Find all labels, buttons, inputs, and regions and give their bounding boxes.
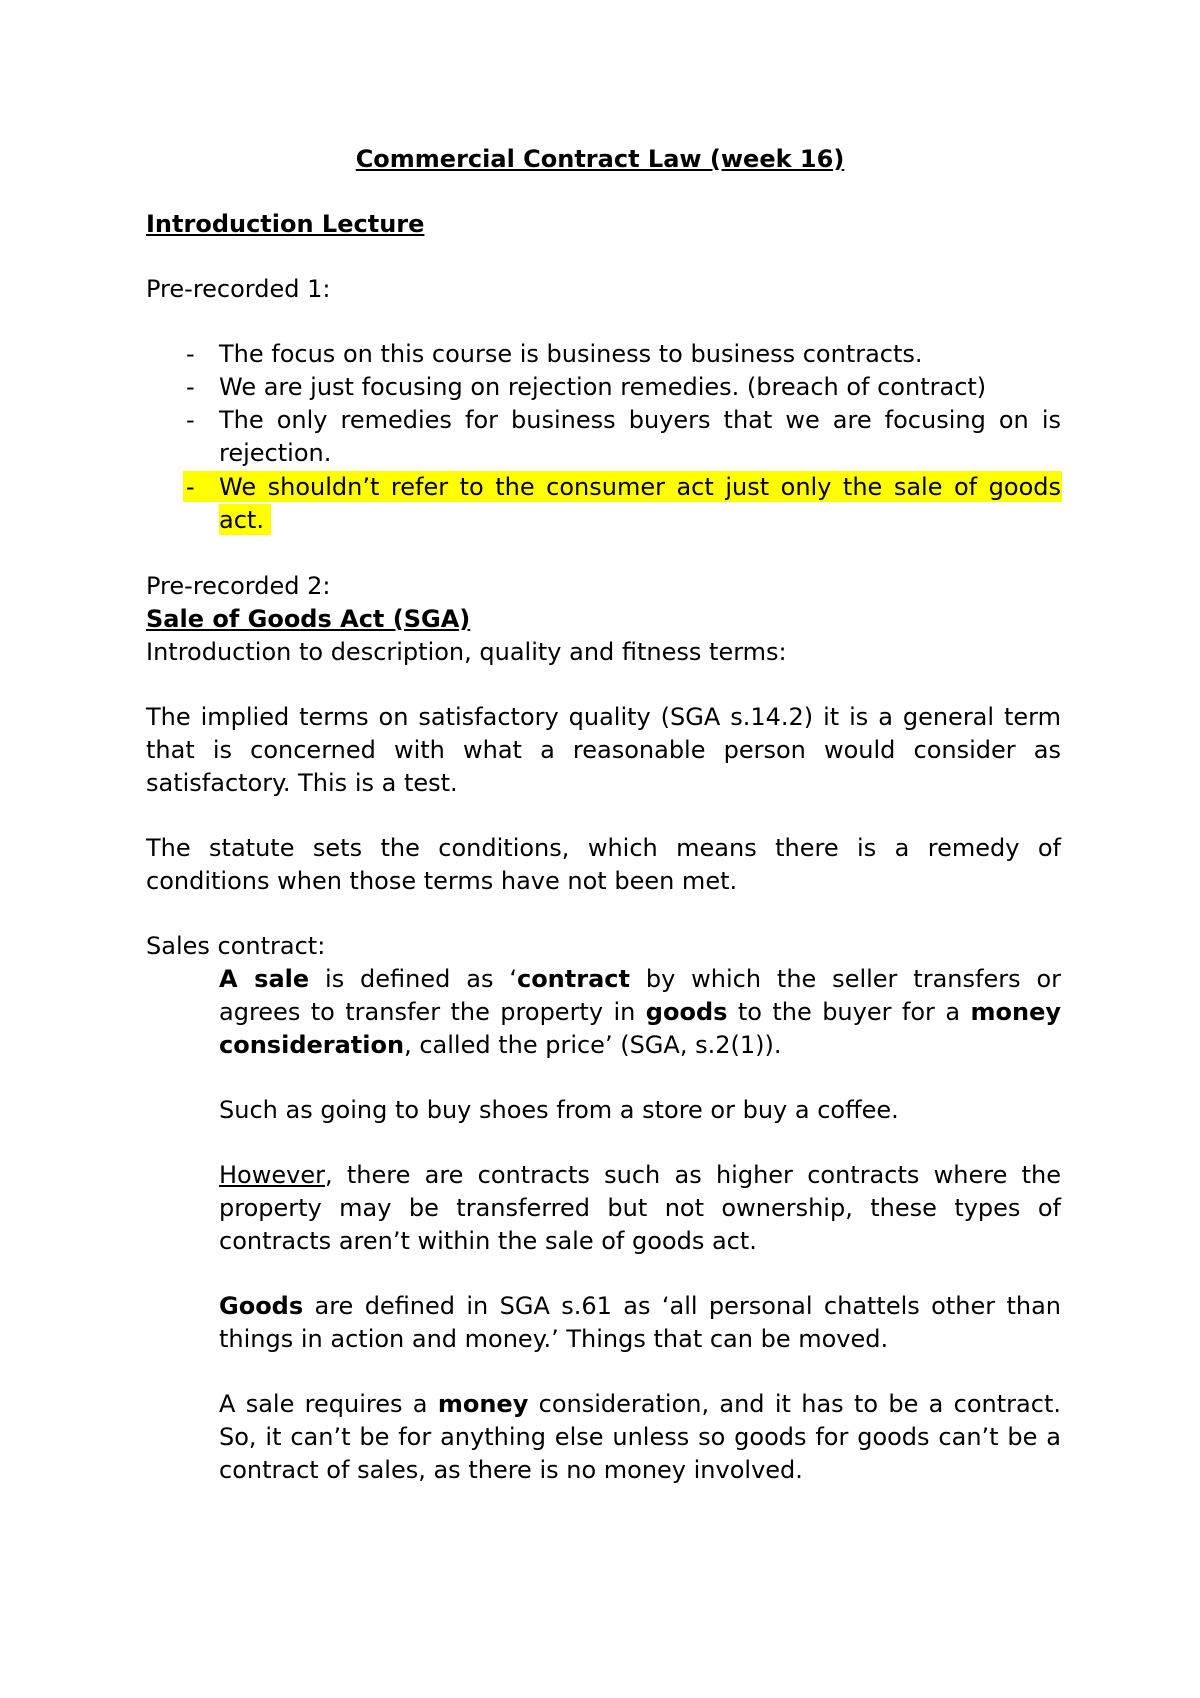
however-underlined: However (219, 1161, 325, 1189)
money-line: A sale requires a money consideration, and it has to be a contract. (219, 1390, 1061, 1418)
example-line: Such as going to buy shoes from a store or buy a coffee. (219, 1096, 899, 1124)
term-sale: A sale (219, 965, 310, 993)
term-money-requirement: money (437, 1390, 529, 1418)
term-goods-defined: Goods (219, 1292, 304, 1320)
bullet-marker: - (186, 373, 195, 401)
paragraph-line: that is concerned with what a reasonable person would consider as (146, 736, 1061, 764)
section-heading: Introduction Lecture (146, 210, 425, 238)
definition-line: agrees to transfer the property in goods to the buyer for a money (219, 998, 1062, 1026)
paragraph-line: The statute sets the conditions, which means there is a remedy of (146, 834, 1061, 862)
prerecorded-2-label: Pre-recorded 2: (146, 572, 331, 600)
bullet-item: We are just focusing on rejection remedies. (breach of contract) (219, 373, 987, 401)
definition-line: consideration, called the price’ (SGA, s.2(1)). (219, 1031, 782, 1059)
bullet-item-highlighted-continuation: act. (219, 506, 264, 534)
bullet-item: The focus on this course is business to business contracts. (219, 340, 923, 368)
however-line: property may be transferred but not ownership, these types of (219, 1194, 1061, 1222)
definition-line: A sale is defined as ‘contract by which the seller transfers or (219, 965, 1061, 993)
money-line: contract of sales, as there is no money involved. (219, 1456, 803, 1484)
term-consideration: consideration (219, 1031, 405, 1059)
bullet-item-continuation: rejection. (219, 439, 332, 467)
document-title: Commercial Contract Law (week 16) (355, 145, 845, 173)
goods-line: things in action and money.’ Things that can be moved. (219, 1325, 889, 1353)
prerecorded-1-label: Pre-recorded 1: (146, 275, 331, 303)
bullet-item-highlighted: We shouldn’t refer to the consumer act just only the sale of goods (219, 473, 1061, 501)
sales-contract-label: Sales contract: (146, 932, 326, 960)
however-line: However, there are contracts such as higher contracts where the (219, 1161, 1061, 1189)
bullet-marker: - (186, 473, 195, 501)
paragraph-line: conditions when those terms have not been met. (146, 867, 738, 895)
sga-intro: Introduction to description, quality and fitness terms: (146, 638, 787, 666)
term-contract: contract (516, 965, 630, 993)
paragraph-line: satisfactory. This is a test. (146, 769, 458, 797)
money-line: So, it can’t be for anything else unless so goods for goods can’t be a (219, 1423, 1061, 1451)
term-goods: goods (645, 998, 728, 1026)
term-money: money (970, 998, 1062, 1026)
bullet-marker: - (186, 406, 195, 434)
bullet-marker: - (186, 340, 195, 368)
sga-heading: Sale of Goods Act (SGA) (146, 605, 471, 633)
bullet-item: The only remedies for business buyers that we are focusing on is (219, 406, 1061, 434)
paragraph-line: The implied terms on satisfactory quality (SGA s.14.2) it is a general term (146, 703, 1061, 731)
however-line: contracts aren’t within the sale of goods act. (219, 1227, 757, 1255)
goods-line: Goods are defined in SGA s.61 as ‘all personal chattels other than (219, 1292, 1061, 1320)
